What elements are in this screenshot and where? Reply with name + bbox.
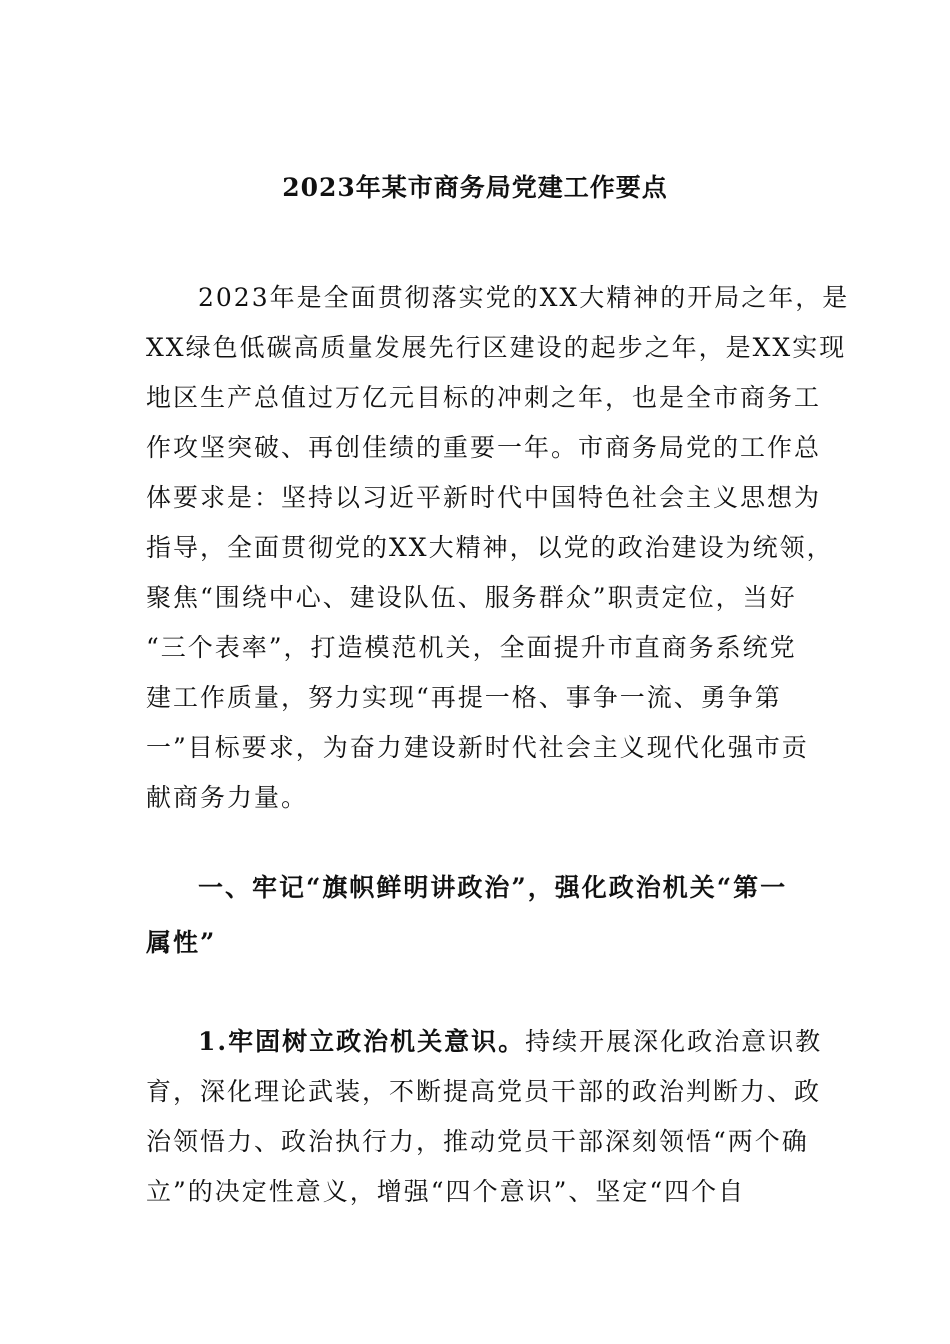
item-lead: 1.牢固树立政治机关意识。 [198, 1027, 526, 1056]
section-heading [146, 860, 811, 970]
paragraph-line: XX绿色低碳高质量发展先行区建设的起步之年，是XX实现 [146, 333, 847, 362]
paragraph-line: 2023年是全面贯彻落实党的XX大精神的开局之年，是 [198, 283, 850, 312]
document-title: 2023年某市商务局党建工作要点 [282, 173, 668, 202]
paragraph-line [146, 1017, 823, 1067]
paragraph-line: 治领悟力、政治执行力，推动党员干部深刻领悟“两个确 [146, 1127, 809, 1156]
paragraph-line: 献商务力量。 [146, 783, 309, 812]
section-heading-line: 属性” [146, 928, 217, 957]
paragraph-line: 体要求是：坚持以习近平新时代中国特色社会主义思想为 [146, 483, 822, 512]
paragraph-line: 一”目标要求，为奋力建设新时代社会主义现代化强市贡 [146, 733, 809, 762]
item-paragraph [146, 1017, 823, 1217]
paragraph-line: 建工作质量，努力实现“再提一格、事争一流、勇争第 [146, 683, 782, 712]
paragraph-line: 聚焦“围绕中心、建设队伍、服务群众”职责定位，当好 [146, 583, 797, 612]
intro-paragraph [146, 273, 850, 823]
paragraph-line: 育，深化理论武装，不断提高党员干部的政治判断力、政 [146, 1077, 822, 1106]
paragraph-line: 指导，全面贯彻党的XX大精神，以党的政治建设为统领， [146, 533, 834, 562]
paragraph-line: 立”的决定性意义，增强“四个意识”、坚定“四个自 [146, 1177, 746, 1206]
paragraph-line: 作攻坚突破、再创佳绩的重要一年。市商务局党的工作总 [146, 433, 822, 462]
paragraph-line: “三个表率”，打造模范机关，全面提升市直商务系统党 [146, 633, 797, 662]
item-first-line-text: 持续开展深化政治意识教 [525, 1027, 823, 1056]
section-heading-line: 一、牢记“旗帜鲜明讲政治”，强化政治机关“第一 [198, 873, 788, 902]
paragraph-line: 地区生产总值过万亿元目标的冲刺之年，也是全市商务工 [146, 383, 822, 412]
